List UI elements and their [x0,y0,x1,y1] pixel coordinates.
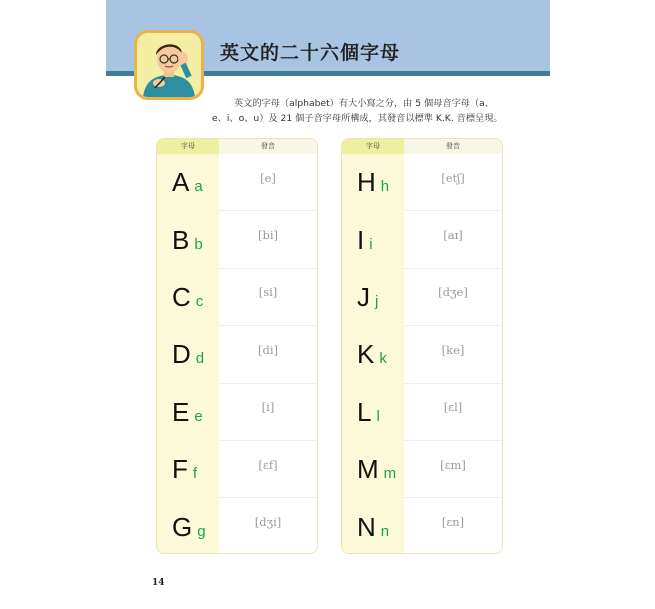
page-number: 14 [152,578,165,588]
kk-phonetic: [ɛn] [441,515,465,530]
uppercase-letter: G [172,511,193,542]
intro-line-2: e、i、o、u）及 21 個子音字母所構成，其發音以標準 K.K. 音標呈現。 [212,113,503,124]
uppercase-letter: A [172,167,190,198]
kk-phonetic: [e] [260,170,276,185]
uppercase-letter: J [357,281,370,312]
table-row [157,211,317,268]
kk-phonetic: [aɪ] [443,228,463,243]
table-row [157,154,317,211]
table-row [157,441,317,498]
header-letter: 字母 [342,139,404,154]
uppercase-letter: L [357,396,372,427]
alphabet-table-a-g [156,138,318,554]
kk-phonetic: [dʒi] [254,515,282,530]
lowercase-letter: g [197,522,206,540]
kk-phonetic: [bi] [257,228,278,243]
table-row [342,326,502,383]
intro-paragraph [212,96,507,126]
lowercase-letter: f [192,465,198,483]
lowercase-letter: c [195,292,204,310]
kk-phonetic: [dʒe] [438,285,468,300]
lowercase-letter: n [380,522,390,540]
kk-phonetic: [ɛl] [443,400,463,415]
intro-line-1: 英文的字母（alphabet）有大小寫之分，由 5 個母音字母（a、 [234,98,494,109]
table-header [157,139,317,154]
uppercase-letter: M [357,454,379,485]
table-header [342,139,502,154]
uppercase-letter: F [172,454,188,485]
uppercase-letter: E [172,396,190,427]
uppercase-letter: D [172,339,191,370]
page-title: 英文的二十六個字母 [220,42,401,64]
uppercase-letter: H [357,167,376,198]
lowercase-letter: e [194,407,203,425]
kk-phonetic: [di] [257,342,278,357]
table-row [342,211,502,268]
lowercase-letter: k [379,350,387,368]
uppercase-letter: I [357,224,365,255]
table-row [157,498,317,554]
table-row [342,269,502,326]
uppercase-letter: C [172,281,191,312]
table-row [342,154,502,211]
table-row [157,326,317,383]
lowercase-letter: m [383,465,397,483]
uppercase-letter: K [357,339,375,370]
table-row [342,384,502,441]
table-row [157,269,317,326]
lowercase-letter: j [375,292,379,310]
alphabet-table-h-n [341,138,503,554]
table-row [342,498,502,554]
uppercase-letter: N [357,511,376,542]
lowercase-letter: a [194,178,203,196]
header-sound: 發音 [404,139,502,154]
kk-phonetic: [ke] [441,342,465,357]
table-row [157,384,317,441]
header-letter: 字母 [157,139,219,154]
uppercase-letter: B [172,224,190,255]
lowercase-letter: d [195,350,205,368]
kk-phonetic: [i] [261,400,275,415]
header-sound: 發音 [219,139,317,154]
kk-phonetic: [etʃ] [441,170,465,185]
lowercase-letter: i [369,235,373,253]
table-row [342,441,502,498]
lowercase-letter: h [380,178,390,196]
kk-phonetic: [ɛm] [440,457,466,472]
lowercase-letter: b [194,235,203,253]
lowercase-letter: l [376,407,380,425]
kk-phonetic: [si] [258,285,278,300]
teacher-avatar-icon [134,30,204,100]
kk-phonetic: [ɛf] [258,457,278,472]
